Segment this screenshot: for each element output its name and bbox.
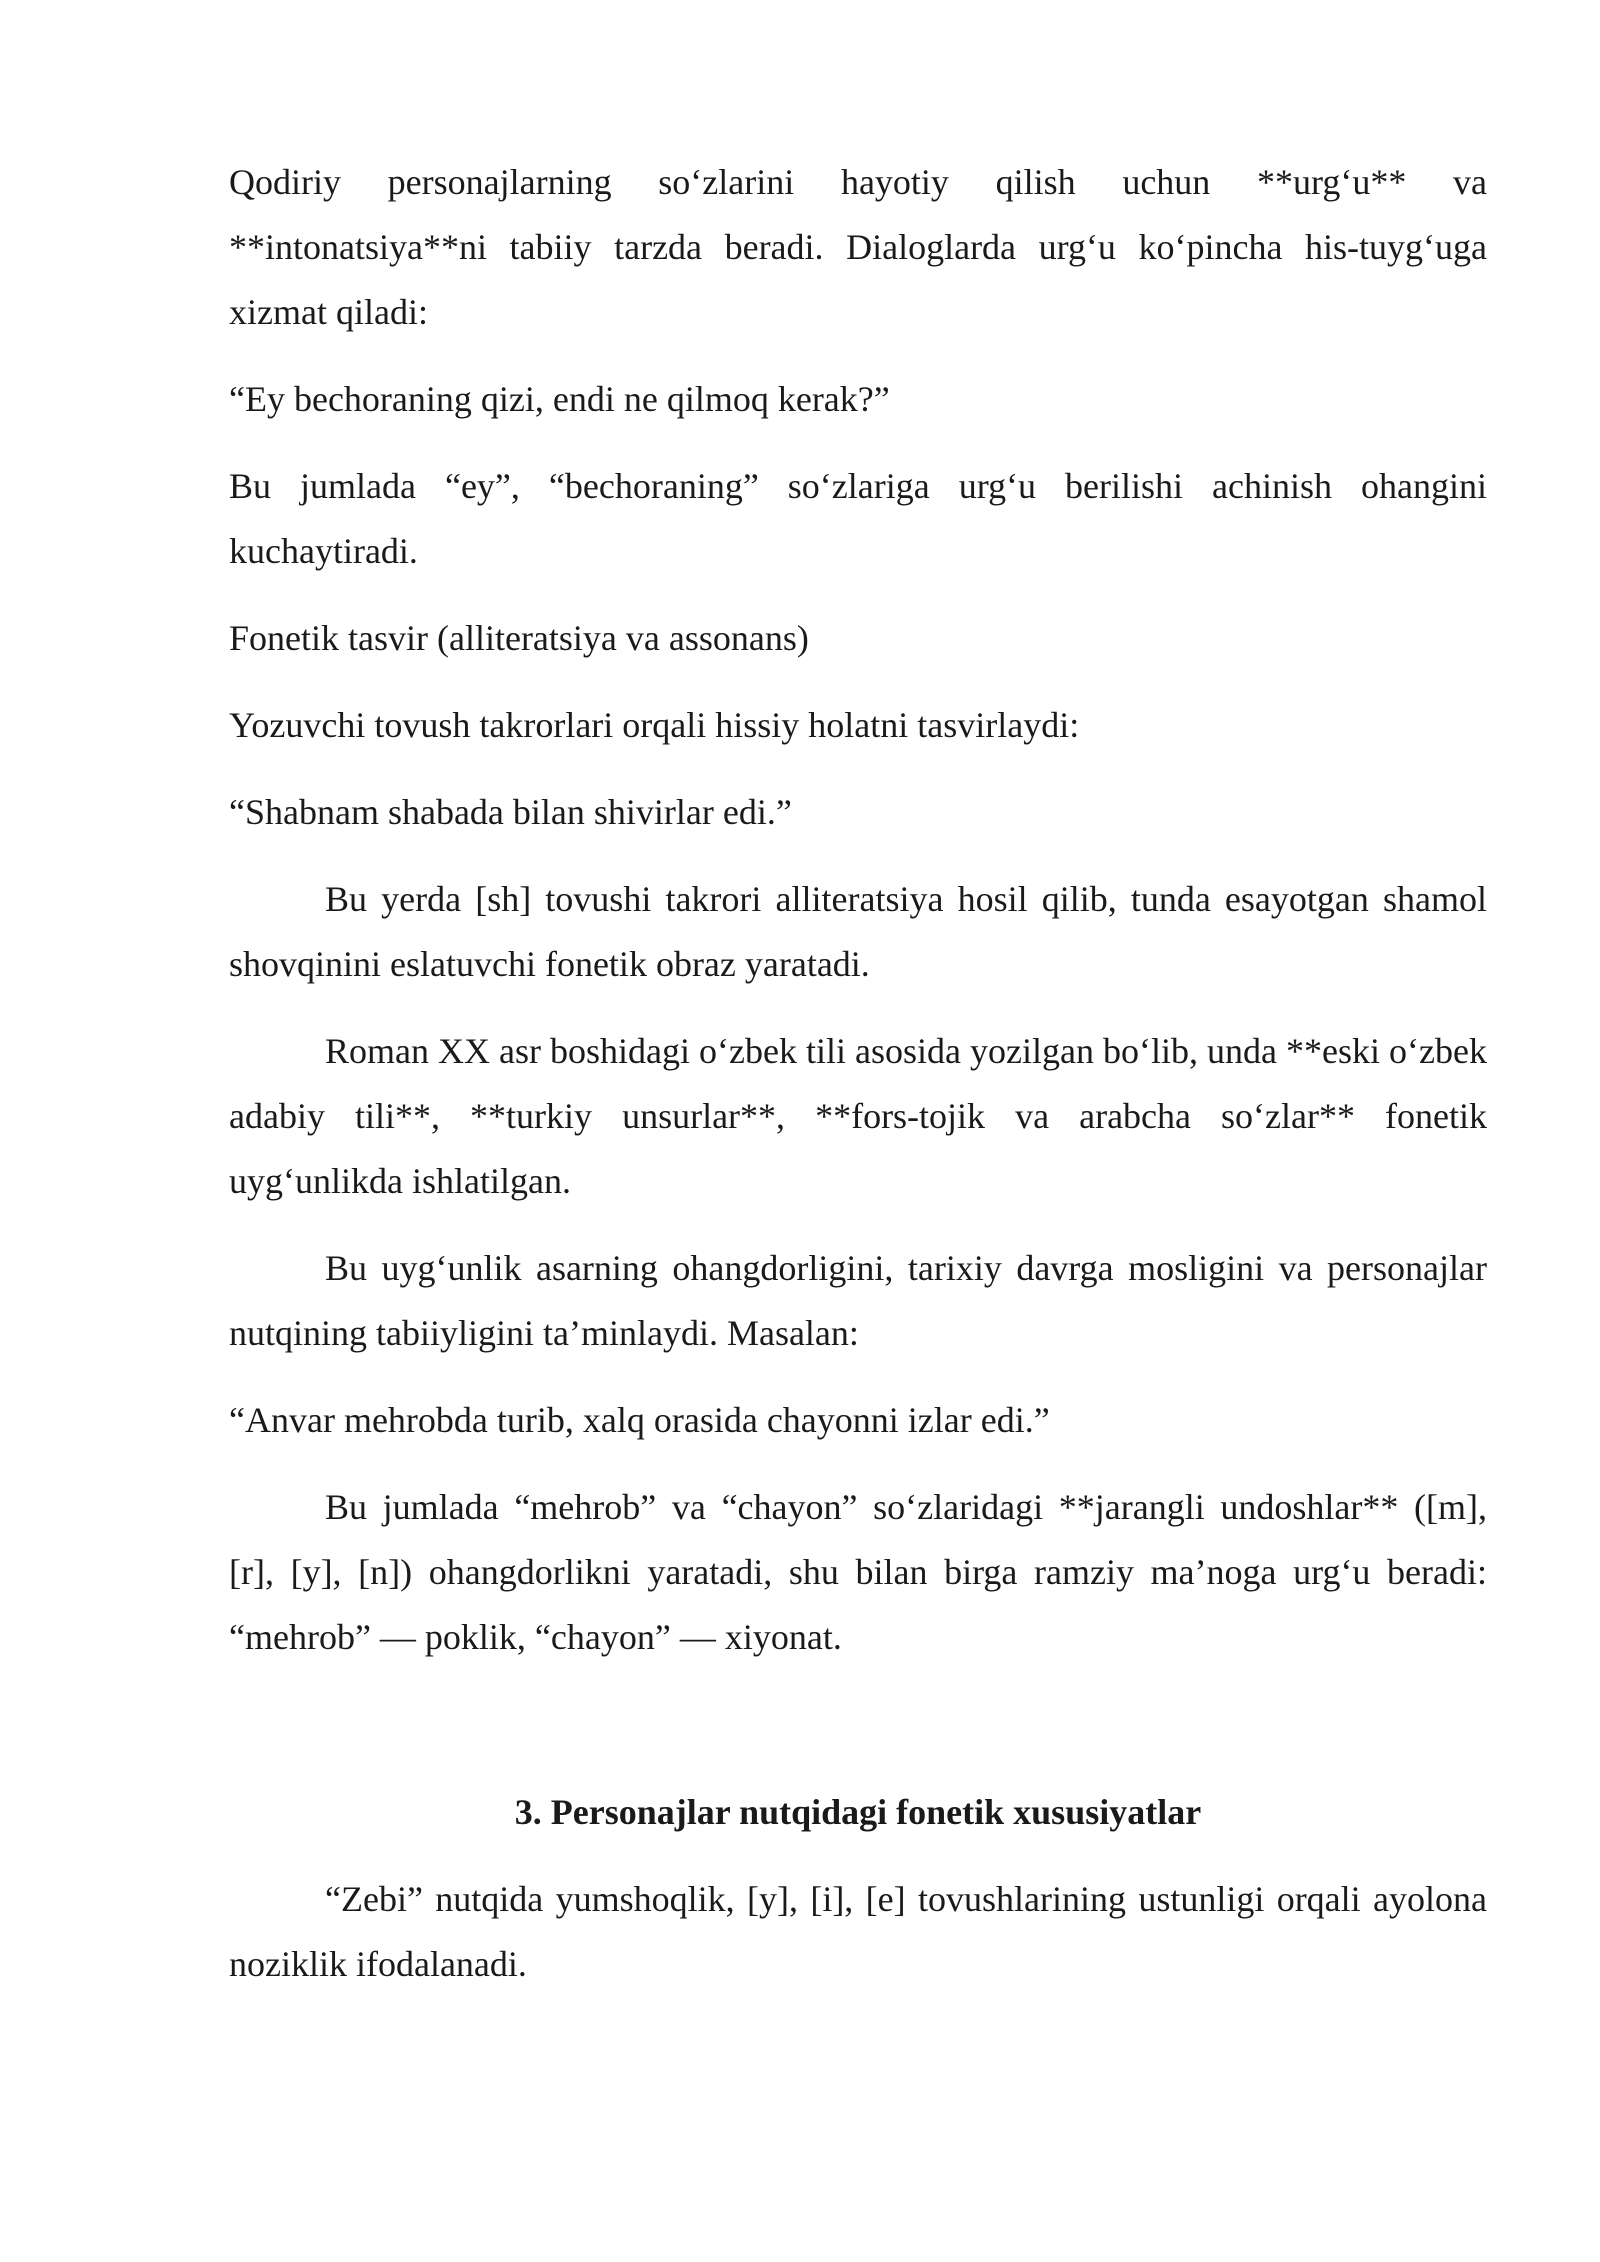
- subheading-paragraph: Fonetik tasvir (alliteratsiya va assonans): [229, 618, 809, 658]
- paragraph: Yozuvchi tovush takrorlari orqali hissiy holatni tasvirlaydi:: [229, 705, 1080, 745]
- paragraph: Roman XX asr boshidagi o‘zbek tili asosida yozilgan bo‘lib, unda **eski o‘zbek adabiy tili**, **turkiy unsurlar**, **fors-tojik va arabcha so‘zlar** fonetik uyg‘unlikda ishlatilgan.: [229, 1031, 1487, 1201]
- quote-paragraph: “Shabnam shabada bilan shivirlar edi.”: [229, 792, 792, 832]
- paragraph: Qodiriy personajlarning so‘zlarini hayotiy qilish uchun **urg‘u** va **intonatsiya**ni tabiiy tarzda beradi. Dialoglarda urg‘u ko‘pincha his-tuyg‘uga xizmat qiladi:: [229, 162, 1487, 332]
- section-heading: 3. Personajlar nutqidagi fonetik xususiyatlar: [514, 1792, 1202, 1832]
- paragraph: Bu jumlada “mehrob” va “chayon” so‘zlaridagi **jarangli undoshlar** ([m], [r], [y], [n]) ohangdorlikni yaratadi, shu bilan birga ramziy ma’noga urg‘u beradi: “mehrob” — poklik, “chayon” — xiyonat.: [229, 1487, 1487, 1657]
- quote-paragraph: “Anvar mehrobda turib, xalq orasida chayonni izlar edi.”: [229, 1400, 1050, 1440]
- paragraph: Bu yerda [sh] tovushi takrori alliteratsiya hosil qilib, tunda esayotgan shamol shovqinini eslatuvchi fonetik obraz yaratadi.: [229, 879, 1487, 984]
- paragraph: Bu jumlada “ey”, “bechoraning” so‘zlariga urg‘u berilishi achinish ohangini kuchaytiradi.: [229, 466, 1487, 571]
- paragraph: “Zebi” nutqida yumshoqlik, [y], [i], [e] tovushlarining ustunligi orqali ayolona noziklik ifodalanadi.: [229, 1879, 1487, 1984]
- quote-paragraph: “Ey bechoraning qizi, endi ne qilmoq kerak?”: [229, 379, 890, 419]
- paragraph: Bu uyg‘unlik asarning ohangdorligini, tarixiy davrga mosligini va personajlar nutqining tabiiyligini ta’minlaydi. Masalan:: [229, 1248, 1487, 1353]
- document-body: [229, 150, 1487, 2019]
